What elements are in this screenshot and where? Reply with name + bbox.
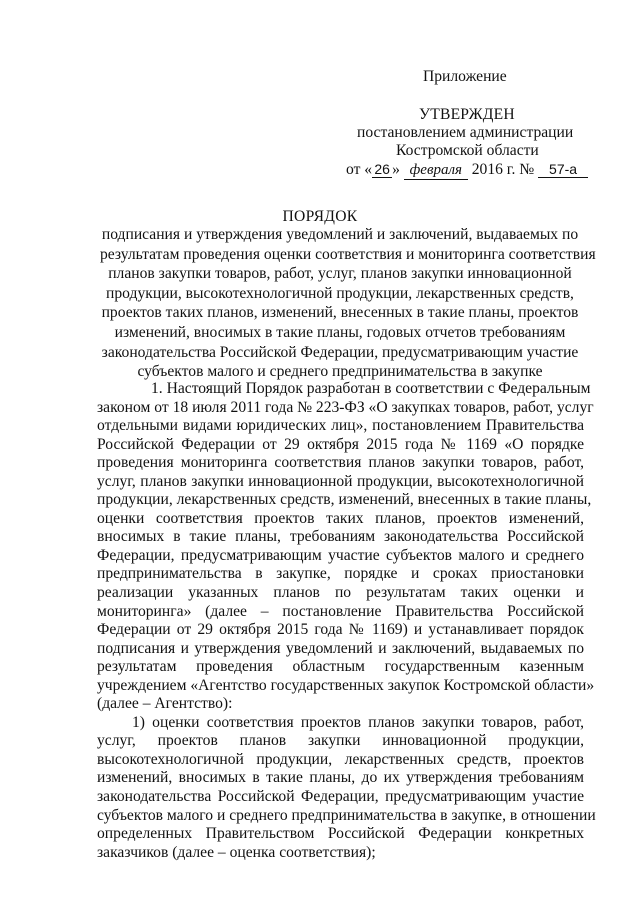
subtitle-line: результатам проведения оценки соответствия и мониторинга соответствия <box>100 245 596 263</box>
appendix-label: Приложение <box>423 68 507 85</box>
date-mid: » <box>392 161 400 178</box>
body-line: законодательства Российской Федерации, предусматривающим участие <box>97 788 584 806</box>
body-line: результатам проведения областным государственным казенным <box>97 658 584 676</box>
body-line: услуг, планов закупки инновационной продукции, высокотехнологичной <box>97 472 584 490</box>
subtitle-line: законодательства Российской Федерации, предусматривающим участие <box>101 343 579 361</box>
body-line: изменений, вносимых в такие планы, до их утверждения требованиям <box>97 769 584 787</box>
subtitle-line: подписания и утверждения уведомлений и заключений, выдаваемых по <box>101 226 579 243</box>
body-line: определенных Правительством Российской Федерации конкретных <box>97 825 584 843</box>
body-line: услуг, проектов планов закупки инновационной продукции, <box>97 732 584 750</box>
date-prefix: от « <box>346 161 373 178</box>
body-line: законом от 18 июля 2011 года № 223-ФЗ «О закупках товаров, работ, услуг <box>97 398 594 416</box>
body-line: Федерации, предусматривающим участие субъектов малого и среднего <box>97 546 584 564</box>
subtitle-line: продукции, высокотехнологичной продукции, лекарственных средств, <box>106 284 574 302</box>
body-line: 1. Настоящий Порядок разработан в соответствии с Федеральным <box>151 380 591 397</box>
subtitle-line: проектов таких планов, изменений, внесенных в такие планы, проектов <box>101 304 579 322</box>
item-1 <box>97 713 596 862</box>
subtitle-line: планов закупки товаров, работ, услуг, планов закупки инновационной <box>108 265 572 283</box>
body-line: продукции, лекарственных средств, изменений, внесенных в такие планы, <box>97 491 592 509</box>
body-line: заказчиков (далее – оценка соответствия); <box>97 843 376 861</box>
approved-by-line-1: постановлением администрации <box>357 124 574 141</box>
date-year: 2016 г. <box>471 161 516 178</box>
document-number: 57-а <box>538 161 588 178</box>
document-title: ПОРЯДОК <box>282 208 358 225</box>
body-line: Российской Федерации от 29 октября 2015 года № 1169 «О порядке <box>97 435 584 453</box>
body-line: (далее – Агентство): <box>97 695 233 713</box>
body-line: оценки соответствия проектов таких планов, проектов изменений, <box>97 509 584 527</box>
number-sign: № <box>519 161 535 178</box>
body-line: предпринимательства в закупке, порядке и сроках приостановки <box>97 565 584 583</box>
subtitle-line: изменений, вносимых в такие планы, годовых отчетов требованиям <box>114 323 566 341</box>
date-day: 26 <box>372 161 392 178</box>
body-line: реализации указанных планов по результатам таких оценки и <box>97 584 584 602</box>
subtitle-line: субъектов малого и среднего предпринимательства в закупке <box>137 363 543 381</box>
date-month: февраля <box>404 162 468 180</box>
document-subtitle <box>100 226 596 383</box>
approval-date-line <box>346 161 588 180</box>
body-line: субъектов малого и среднего предпринимательства в закупке, в отношении <box>97 806 596 824</box>
approved-by-line-2: Костромской области <box>396 142 539 159</box>
body-line: подписания и утверждения уведомлений и заключений, выдаваемых по <box>97 639 584 657</box>
body-line: Федерации от 29 октября 2015 года № 1169) и устанавливает порядок <box>97 621 584 639</box>
body-line: отдельными видами юридических лиц», постановлением Правительства <box>97 417 584 435</box>
body-line: учреждением «Агентство государственных закупок Костромской области» <box>97 676 595 694</box>
body-line: мониторинга» (далее – постановление Правительства Российской <box>97 602 584 620</box>
document-body <box>97 380 596 862</box>
body-line: высокотехнологичной продукции, лекарственных средств, проектов <box>97 750 584 768</box>
body-line: проведения мониторинга соответствия планов закупки товаров, работ, <box>97 454 584 472</box>
body-line: 1) оценки соответствия проектов планов закупки товаров, работ, <box>132 713 584 731</box>
paragraph-1 <box>97 380 595 714</box>
approved-stamp: УТВЕРЖДЕН <box>419 106 515 123</box>
body-line: вносимых в такие планы, требованиям законодательства Российской <box>97 528 584 546</box>
